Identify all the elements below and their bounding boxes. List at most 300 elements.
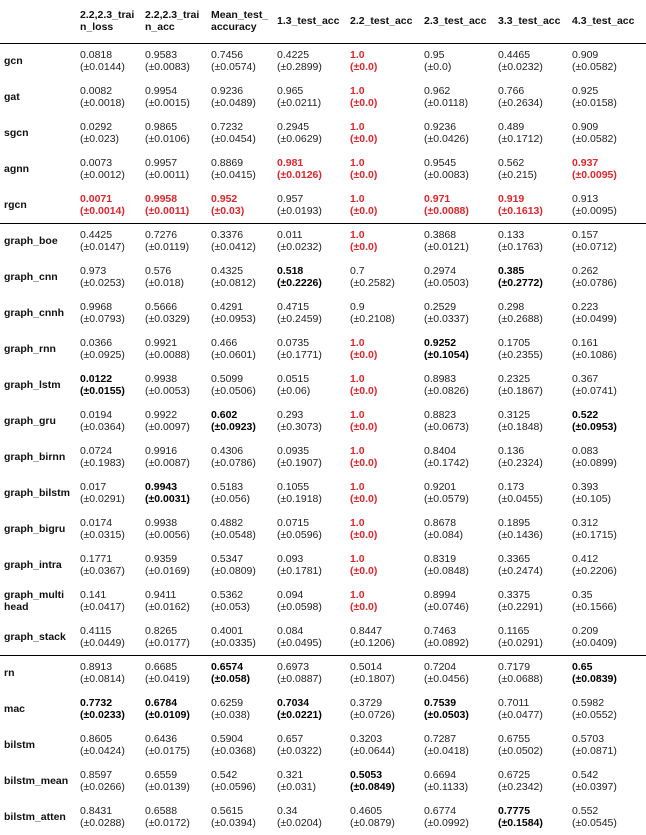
table-cell xyxy=(76,259,141,295)
table-row xyxy=(0,655,646,691)
table-row xyxy=(0,187,646,223)
table-cell xyxy=(76,79,141,115)
table-row xyxy=(0,79,646,115)
table-cell xyxy=(420,367,494,403)
table-cell xyxy=(76,763,141,799)
cell-std: (±0.0) xyxy=(350,204,378,217)
table-cell xyxy=(273,259,346,295)
cell-std: (±0.0364) xyxy=(80,421,125,433)
cell-std: (±0.0826) xyxy=(424,385,469,397)
cell-value: 0.7011 xyxy=(498,697,530,709)
table-row xyxy=(0,151,646,187)
cell-std: (±0.0419) xyxy=(145,673,190,686)
cell-std: (±0.1807) xyxy=(350,673,395,686)
table-cell xyxy=(420,331,494,367)
cell-value: 0.312 xyxy=(572,517,599,529)
row-header-model: graph_cnnh xyxy=(4,307,65,319)
table-cell xyxy=(76,151,141,187)
cell-std: (±0.0126) xyxy=(277,169,322,181)
cell-std: (±0.0109) xyxy=(145,709,190,721)
table-cell xyxy=(494,259,568,295)
cell-value: 0.8404 xyxy=(424,445,457,457)
cell-std: (±0.0409) xyxy=(572,636,617,649)
cell-value: 0.6259 xyxy=(211,697,244,709)
cell-std: (±0.0014) xyxy=(80,204,125,217)
table-row xyxy=(0,583,646,619)
row-header-model: graph_lstm xyxy=(4,379,61,391)
cell-std: (±0.0953) xyxy=(211,313,256,325)
cell-value: 0.1771 xyxy=(80,553,113,565)
cell-std: (±0.038) xyxy=(211,709,251,721)
cell-value: 0.0071 xyxy=(80,192,113,205)
cell-value: 0.1165 xyxy=(498,624,530,637)
cell-value: 0.094 xyxy=(277,589,304,601)
cell-value: 0.518 xyxy=(277,265,304,277)
cell-value: 0.0073 xyxy=(80,157,113,169)
cell-value: 0.298 xyxy=(498,301,525,313)
cell-value: 0.0515 xyxy=(277,373,310,385)
cell-std: (±0.2688) xyxy=(498,313,543,325)
table-cell xyxy=(207,367,273,403)
cell-std: (±0.084) xyxy=(424,529,464,541)
cell-std: (±0.0204) xyxy=(277,817,322,829)
table-cell xyxy=(346,655,420,691)
row-header-model: bilstm xyxy=(4,739,35,751)
cell-value: 0.522 xyxy=(572,409,599,421)
cell-std: (±0.0232) xyxy=(498,61,543,74)
row-header-model: graph_rnn xyxy=(4,343,56,355)
cell-value: 0.489 xyxy=(498,121,525,133)
cell-value: 0.0174 xyxy=(80,517,113,529)
table-cell xyxy=(76,691,141,727)
cell-std: (±0.0368) xyxy=(211,745,256,757)
cell-value: 0.0082 xyxy=(80,85,113,97)
cell-value: 0.367 xyxy=(572,373,599,385)
model-name-line: graph_multi xyxy=(4,589,65,601)
cell-std: (±0.0871) xyxy=(572,745,617,757)
cell-std: (±0.0158) xyxy=(572,97,617,109)
table-row xyxy=(0,511,646,547)
cell-std: (±0.0119) xyxy=(145,241,190,254)
cell-std: (±0.0088) xyxy=(145,349,190,361)
cell-value: 0.3375 xyxy=(498,589,531,601)
cell-std: (±0.0291) xyxy=(80,493,125,505)
cell-std: (±0.0454) xyxy=(211,133,256,145)
cell-value: 0.8678 xyxy=(424,517,457,529)
cell-value: 0.8994 xyxy=(424,589,457,601)
cell-std: (±0.1206) xyxy=(350,636,395,649)
cell-std: (±0.0394) xyxy=(211,817,256,829)
cell-std: (±0.0106) xyxy=(145,133,190,145)
table-cell xyxy=(494,583,568,619)
cell-std: (±0.0596) xyxy=(211,781,256,793)
table-cell xyxy=(568,259,646,295)
table-cell xyxy=(568,727,646,763)
cell-std: (±0.3073) xyxy=(277,421,322,433)
table-cell xyxy=(76,475,141,511)
cell-std: (±0.0673) xyxy=(424,421,469,433)
cell-std: (±0.0424) xyxy=(80,745,125,757)
cell-value: 0.5904 xyxy=(211,733,244,745)
column-header: 2.2,2.3_trai n_acc xyxy=(141,0,207,43)
cell-value: 1.0 xyxy=(350,85,365,97)
cell-value: 0.0194 xyxy=(80,409,113,421)
cell-value: 0.084 xyxy=(277,624,304,637)
cell-std: (±0.0726) xyxy=(350,709,395,721)
cell-std: (±0.0322) xyxy=(277,745,322,757)
cell-std: (±0.0175) xyxy=(145,745,190,757)
cell-std: (±0.215) xyxy=(498,169,538,181)
cell-std: (±0.2474) xyxy=(498,565,543,577)
cell-std: (±0.058) xyxy=(211,673,251,686)
cell-value: 0.6588 xyxy=(145,805,178,817)
cell-value: 0.2325 xyxy=(498,373,531,385)
cell-std: (±0.0741) xyxy=(572,385,617,397)
table-cell xyxy=(346,223,420,259)
table-cell xyxy=(494,115,568,151)
table-cell xyxy=(273,115,346,151)
cell-std: (±0.0) xyxy=(350,61,378,74)
table-cell xyxy=(420,547,494,583)
table-cell xyxy=(568,295,646,331)
cell-value: 0.3868 xyxy=(424,229,457,242)
cell-value: 0.5099 xyxy=(211,373,244,385)
table-cell xyxy=(420,655,494,691)
cell-std: (±0.2355) xyxy=(498,349,543,361)
table-cell xyxy=(273,367,346,403)
cell-value: 0.34 xyxy=(277,805,298,817)
table-cell xyxy=(568,43,646,79)
table-cell xyxy=(568,547,646,583)
cell-std: (±0.1742) xyxy=(424,457,469,469)
cell-std: (±0.0545) xyxy=(572,817,617,829)
cell-value: 0.602 xyxy=(211,409,238,421)
cell-value: 0.223 xyxy=(572,301,599,313)
cell-std: (±0.0786) xyxy=(572,277,617,289)
column-header: 2.2_test_acc xyxy=(346,0,420,43)
cell-value: 0.7732 xyxy=(80,697,113,709)
table-cell xyxy=(568,475,646,511)
table-cell xyxy=(346,295,420,331)
table-cell xyxy=(420,223,494,259)
cell-value: 0.0724 xyxy=(80,445,113,457)
cell-value: 0.7179 xyxy=(498,661,531,674)
table-row xyxy=(0,115,646,151)
table-cell xyxy=(420,475,494,511)
cell-std: (±0.0) xyxy=(350,169,378,181)
row-header-model: graph_boe xyxy=(4,235,58,248)
cell-std: (±0.0211) xyxy=(277,97,322,109)
cell-std: (±0.0139) xyxy=(145,781,190,793)
table-cell xyxy=(207,511,273,547)
table-cell xyxy=(420,763,494,799)
table-cell xyxy=(76,727,141,763)
table-cell xyxy=(420,79,494,115)
table-cell xyxy=(346,43,420,79)
table-cell xyxy=(420,439,494,475)
table-cell xyxy=(494,331,568,367)
table-cell xyxy=(76,367,141,403)
cell-std: (±0.031) xyxy=(277,781,317,793)
cell-std: (±0.03) xyxy=(211,204,245,217)
table-cell xyxy=(420,151,494,187)
row-header-model: sgcn xyxy=(4,127,29,139)
cell-std: (±0.1436) xyxy=(498,529,543,541)
cell-value: 0.2945 xyxy=(277,121,310,133)
table-cell xyxy=(494,439,568,475)
cell-value: 0.1705 xyxy=(498,337,531,349)
cell-std: (±0.0155) xyxy=(80,385,125,397)
table-cell xyxy=(76,583,141,619)
cell-std: (±0.0095) xyxy=(572,204,617,217)
cell-std: (±0.0) xyxy=(350,97,378,109)
cell-value: 0.0366 xyxy=(80,337,113,349)
cell-value: 0.7232 xyxy=(211,121,244,133)
table-cell xyxy=(141,439,207,475)
cell-value: 1.0 xyxy=(350,49,365,62)
cell-value: 0.412 xyxy=(572,553,599,565)
column-header: 2.2,2.3_trai n_loss xyxy=(76,0,141,43)
cell-value: 0.0735 xyxy=(277,337,310,349)
cell-std: (±0.0887) xyxy=(277,673,322,686)
cell-value: 0.5347 xyxy=(211,553,244,565)
cell-std: (±0.0) xyxy=(350,529,378,541)
cell-std: (±0.1715) xyxy=(572,529,617,541)
cell-value: 0.8605 xyxy=(80,733,113,745)
cell-std: (±0.0015) xyxy=(145,97,190,109)
table-cell xyxy=(273,187,346,223)
table-cell xyxy=(273,439,346,475)
cell-value: 0.909 xyxy=(572,121,599,133)
row-header-model xyxy=(0,583,76,619)
table-cell xyxy=(207,691,273,727)
table-body xyxy=(0,43,646,835)
table-cell xyxy=(420,187,494,223)
cell-std: (±0.0548) xyxy=(211,529,256,541)
cell-value: 0.017 xyxy=(80,481,107,493)
cell-std: (±0.0879) xyxy=(350,817,395,829)
cell-value: 0.393 xyxy=(572,481,599,493)
cell-std: (±0.0426) xyxy=(424,133,469,145)
table-cell xyxy=(76,655,141,691)
cell-value: 0.5615 xyxy=(211,805,244,817)
cell-std: (±0.0992) xyxy=(424,817,469,829)
corner-header xyxy=(0,0,76,43)
row-header-model: gcn xyxy=(4,55,23,68)
table-cell xyxy=(494,799,568,835)
table-cell xyxy=(273,403,346,439)
cell-value: 0.161 xyxy=(572,337,599,349)
cell-std: (±0.023) xyxy=(80,133,120,145)
table-cell xyxy=(420,295,494,331)
table-cell xyxy=(273,691,346,727)
cell-std: (±0.0172) xyxy=(145,817,190,829)
cell-value: 0.157 xyxy=(572,229,599,242)
cell-value: 0.4306 xyxy=(211,445,244,457)
table-cell xyxy=(420,799,494,835)
cell-value: 0.1895 xyxy=(498,517,531,529)
cell-std: (±0.0412) xyxy=(211,241,256,254)
cell-std: (±0.0118) xyxy=(424,97,469,109)
cell-std: (±0.1867) xyxy=(498,385,543,397)
cell-value: 0.9938 xyxy=(145,373,178,385)
table-cell xyxy=(494,367,568,403)
table-cell xyxy=(273,799,346,835)
cell-value: 0.9957 xyxy=(145,157,178,169)
cell-std: (±0.0095) xyxy=(572,169,617,181)
table-cell xyxy=(141,115,207,151)
cell-value: 0.6774 xyxy=(424,805,457,817)
table-cell xyxy=(346,511,420,547)
cell-std: (±0.1712) xyxy=(498,133,543,145)
table-cell xyxy=(420,727,494,763)
cell-value: 0.173 xyxy=(498,481,525,493)
table-cell xyxy=(568,187,646,223)
table-cell xyxy=(494,79,568,115)
table-cell xyxy=(346,79,420,115)
cell-value: 0.3376 xyxy=(211,229,244,242)
cell-std: (±0.1566) xyxy=(572,601,617,613)
row-header-model: rn xyxy=(4,667,15,680)
row-header-model: mac xyxy=(4,703,26,715)
cell-std: (±0.2206) xyxy=(572,565,617,577)
table-cell xyxy=(76,403,141,439)
column-header: 1.3_test_acc xyxy=(273,0,346,43)
table-cell xyxy=(207,79,273,115)
table-cell xyxy=(568,799,646,835)
row-header-model: graph_birnn xyxy=(4,451,66,463)
row-header-model: graph_intra xyxy=(4,559,62,571)
cell-value: 0.909 xyxy=(572,49,599,62)
table-row xyxy=(0,547,646,583)
cell-value: 0.9201 xyxy=(424,481,457,493)
cell-value: 0.4425 xyxy=(80,229,113,242)
table-cell xyxy=(346,727,420,763)
table-cell xyxy=(273,151,346,187)
cell-std: (±0.0144) xyxy=(80,61,125,74)
cell-std: (±0.1907) xyxy=(277,457,322,469)
cell-std: (±0.0601) xyxy=(211,349,256,361)
cell-value: 0.6436 xyxy=(145,733,178,745)
table-cell xyxy=(207,799,273,835)
cell-std: (±0.1771) xyxy=(277,349,322,361)
table-cell xyxy=(141,223,207,259)
cell-std: (±0.0233) xyxy=(80,709,125,721)
cell-value: 0.0122 xyxy=(80,373,113,385)
cell-value: 0.1055 xyxy=(277,481,310,493)
cell-std: (±0.0337) xyxy=(424,313,469,325)
cell-std: (±0.2582) xyxy=(350,277,395,289)
cell-value: 0.919 xyxy=(498,192,525,205)
cell-std: (±0.0315) xyxy=(80,529,125,541)
cell-value: 0.9922 xyxy=(145,409,178,421)
table-row xyxy=(0,43,646,79)
cell-value: 0.6685 xyxy=(145,661,178,674)
cell-std: (±0.0) xyxy=(424,61,452,74)
cell-value: 0.9359 xyxy=(145,553,178,565)
cell-value: 0.9236 xyxy=(211,85,244,97)
table-cell xyxy=(420,511,494,547)
table-cell xyxy=(494,763,568,799)
cell-std: (±0.0329) xyxy=(145,313,190,325)
cell-value: 0.9921 xyxy=(145,337,178,349)
cell-std: (±0.0582) xyxy=(572,133,617,145)
cell-std: (±0.06) xyxy=(277,385,311,397)
cell-std: (±0.2108) xyxy=(350,313,395,325)
table-row xyxy=(0,727,646,763)
table-cell xyxy=(346,367,420,403)
table-cell xyxy=(76,115,141,151)
cell-std: (±0.1133) xyxy=(424,781,469,793)
table-cell xyxy=(420,115,494,151)
table-cell xyxy=(207,403,273,439)
cell-std: (±0.0574) xyxy=(211,61,256,74)
cell-value: 0.0715 xyxy=(277,517,310,529)
cell-std: (±0.105) xyxy=(572,493,612,505)
table-cell xyxy=(76,295,141,331)
cell-std: (±0.0011) xyxy=(145,169,190,181)
table-cell xyxy=(568,151,646,187)
cell-value: 0.5362 xyxy=(211,589,244,601)
cell-value: 0.4115 xyxy=(80,624,112,637)
cell-std: (±0.1848) xyxy=(498,421,543,433)
cell-std: (±0.2634) xyxy=(498,97,543,109)
table-cell xyxy=(76,511,141,547)
table-cell xyxy=(494,655,568,691)
cell-value: 0.8447 xyxy=(350,624,383,637)
cell-std: (±0.0793) xyxy=(80,313,125,325)
cell-value: 0.8597 xyxy=(80,769,113,781)
table-cell xyxy=(141,583,207,619)
cell-std: (±0.053) xyxy=(211,601,251,613)
row-header-model: gat xyxy=(4,91,20,103)
cell-value: 0.083 xyxy=(572,445,599,457)
table-cell xyxy=(207,727,273,763)
cell-value: 0.6694 xyxy=(424,769,457,781)
cell-std: (±0.0018) xyxy=(80,97,125,109)
cell-std: (±0.0644) xyxy=(350,745,395,757)
cell-std: (±0.1918) xyxy=(277,493,322,505)
cell-std: (±0.1584) xyxy=(498,817,543,829)
row-header-model: rgcn xyxy=(0,187,76,223)
table-cell xyxy=(207,295,273,331)
cell-std: (±0.0786) xyxy=(211,457,256,469)
cell-std: (±0.0012) xyxy=(80,169,125,181)
table-cell xyxy=(494,511,568,547)
cell-std: (±0.0253) xyxy=(80,277,125,289)
cell-value: 0.293 xyxy=(277,409,304,421)
table-cell xyxy=(141,511,207,547)
cell-value: 0.981 xyxy=(277,157,304,169)
table-cell xyxy=(346,691,420,727)
cell-value: 0.0818 xyxy=(80,49,113,62)
table-cell xyxy=(76,619,141,655)
cell-std: (±0.2291) xyxy=(498,601,543,613)
table-cell xyxy=(420,619,494,655)
cell-value: 0.9411 xyxy=(145,589,177,601)
row-header-model: bilstm_mean xyxy=(4,775,69,787)
table-cell xyxy=(141,655,207,691)
cell-value: 0.7456 xyxy=(211,49,244,62)
cell-value: 0.576 xyxy=(145,265,172,277)
table-cell xyxy=(273,511,346,547)
cell-std: (±0.0814) xyxy=(80,673,125,686)
cell-std: (±0.0629) xyxy=(277,133,322,145)
cell-value: 0.5703 xyxy=(572,733,605,745)
table-cell xyxy=(141,79,207,115)
cell-value: 1.0 xyxy=(350,157,365,169)
cell-std: (±0.0053) xyxy=(145,385,190,397)
